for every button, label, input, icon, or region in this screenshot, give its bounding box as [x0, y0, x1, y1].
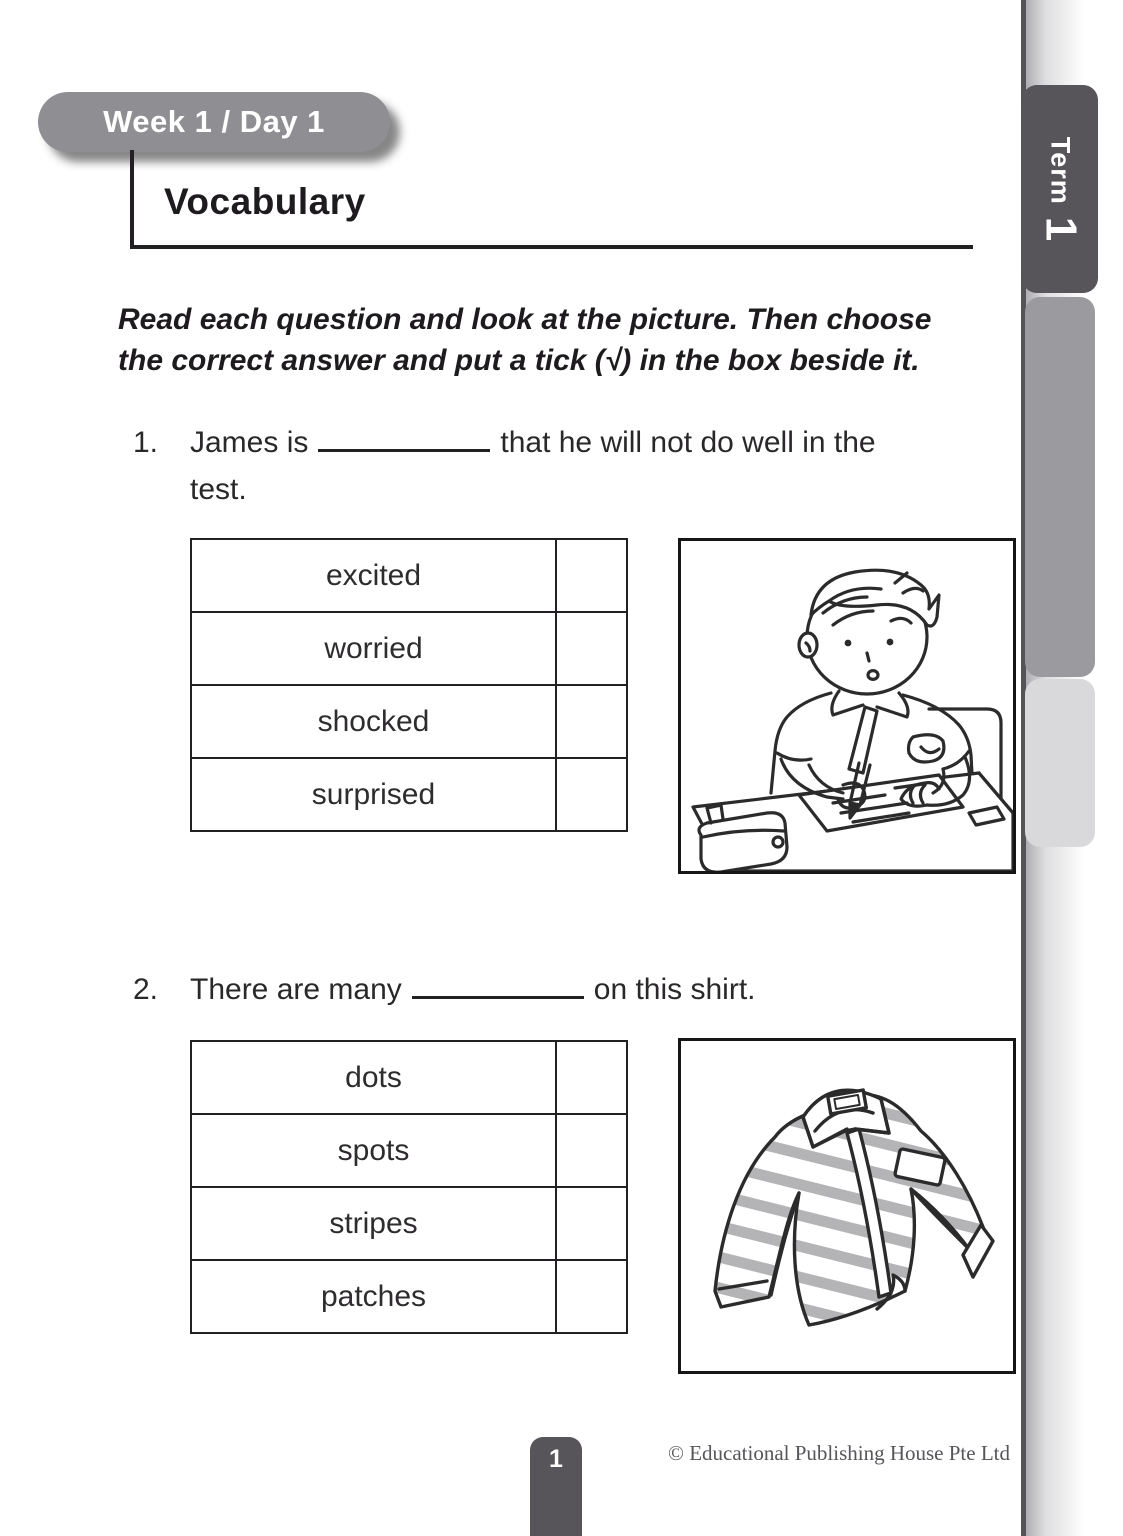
tick-box[interactable]	[557, 540, 622, 611]
question-2-picture-striped-shirt	[678, 1038, 1016, 1374]
question-2-options-table	[190, 1040, 628, 1334]
option-row	[192, 1113, 626, 1186]
option-word: spots	[192, 1115, 557, 1186]
question-1-text-before-blank: James is	[190, 426, 309, 459]
heading-rule-vertical	[130, 150, 134, 248]
tick-box[interactable]	[557, 1042, 622, 1113]
question-2-text	[190, 966, 1030, 1013]
option-row	[192, 540, 626, 611]
boy-writing-illustration	[681, 541, 1013, 871]
question-1-answer-blank	[318, 425, 490, 452]
option-word: shocked	[192, 686, 557, 757]
tick-box[interactable]	[557, 1115, 622, 1186]
question-2-answer-blank	[412, 972, 584, 999]
instructions-line-1: Read each question and look at the picture. Then choose	[118, 303, 932, 336]
option-word: patches	[192, 1261, 557, 1332]
question-1-picture-boy-writing	[678, 538, 1016, 874]
tick-box[interactable]	[557, 686, 622, 757]
option-row	[192, 1186, 626, 1259]
tick-box[interactable]	[557, 1188, 622, 1259]
tick-box[interactable]	[557, 1261, 622, 1332]
page-number-tab	[530, 1437, 582, 1536]
question-1-text-after-blank: that he will not do well in the	[500, 426, 876, 459]
term-tab-number: 1	[1036, 216, 1086, 242]
question-1-options-table	[190, 538, 628, 832]
option-word: stripes	[192, 1188, 557, 1259]
option-word: excited	[192, 540, 557, 611]
option-row	[192, 757, 626, 830]
question-2-number: 2.	[133, 973, 159, 1006]
question-1-text	[190, 419, 1030, 513]
question-1-number: 1.	[133, 426, 159, 459]
week-day-badge	[38, 92, 390, 152]
instructions	[118, 299, 1028, 381]
option-row	[192, 1042, 626, 1113]
question-1-text-wrap: test.	[190, 473, 247, 506]
tick-box[interactable]	[557, 759, 622, 830]
page-number: 1	[549, 1445, 563, 1473]
week-day-badge-label: Week 1 / Day 1	[103, 104, 325, 139]
section-title: Vocabulary	[164, 181, 366, 222]
side-tab-medium-gray	[1025, 297, 1095, 677]
option-row	[192, 684, 626, 757]
copyright-text: © Educational Publishing House Pte Ltd	[667, 1441, 1010, 1465]
option-row	[192, 611, 626, 684]
option-word: surprised	[192, 759, 557, 830]
option-word: dots	[192, 1042, 557, 1113]
side-tab-light-gray	[1025, 679, 1095, 847]
term-tab-text	[1036, 136, 1086, 242]
term-1-side-tab	[1022, 85, 1098, 293]
striped-shirt-illustration	[681, 1041, 1013, 1371]
option-word: worried	[192, 613, 557, 684]
instructions-line-2: the correct answer and put a tick (√) in the box beside it.	[118, 344, 920, 377]
term-tab-label: Term	[1045, 136, 1076, 205]
question-2-text-after-blank: on this shirt.	[593, 973, 756, 1006]
option-row	[192, 1259, 626, 1332]
tick-box[interactable]	[557, 613, 622, 684]
question-2-text-before-blank: There are many	[190, 973, 402, 1006]
heading-rule-horizontal	[130, 245, 973, 249]
